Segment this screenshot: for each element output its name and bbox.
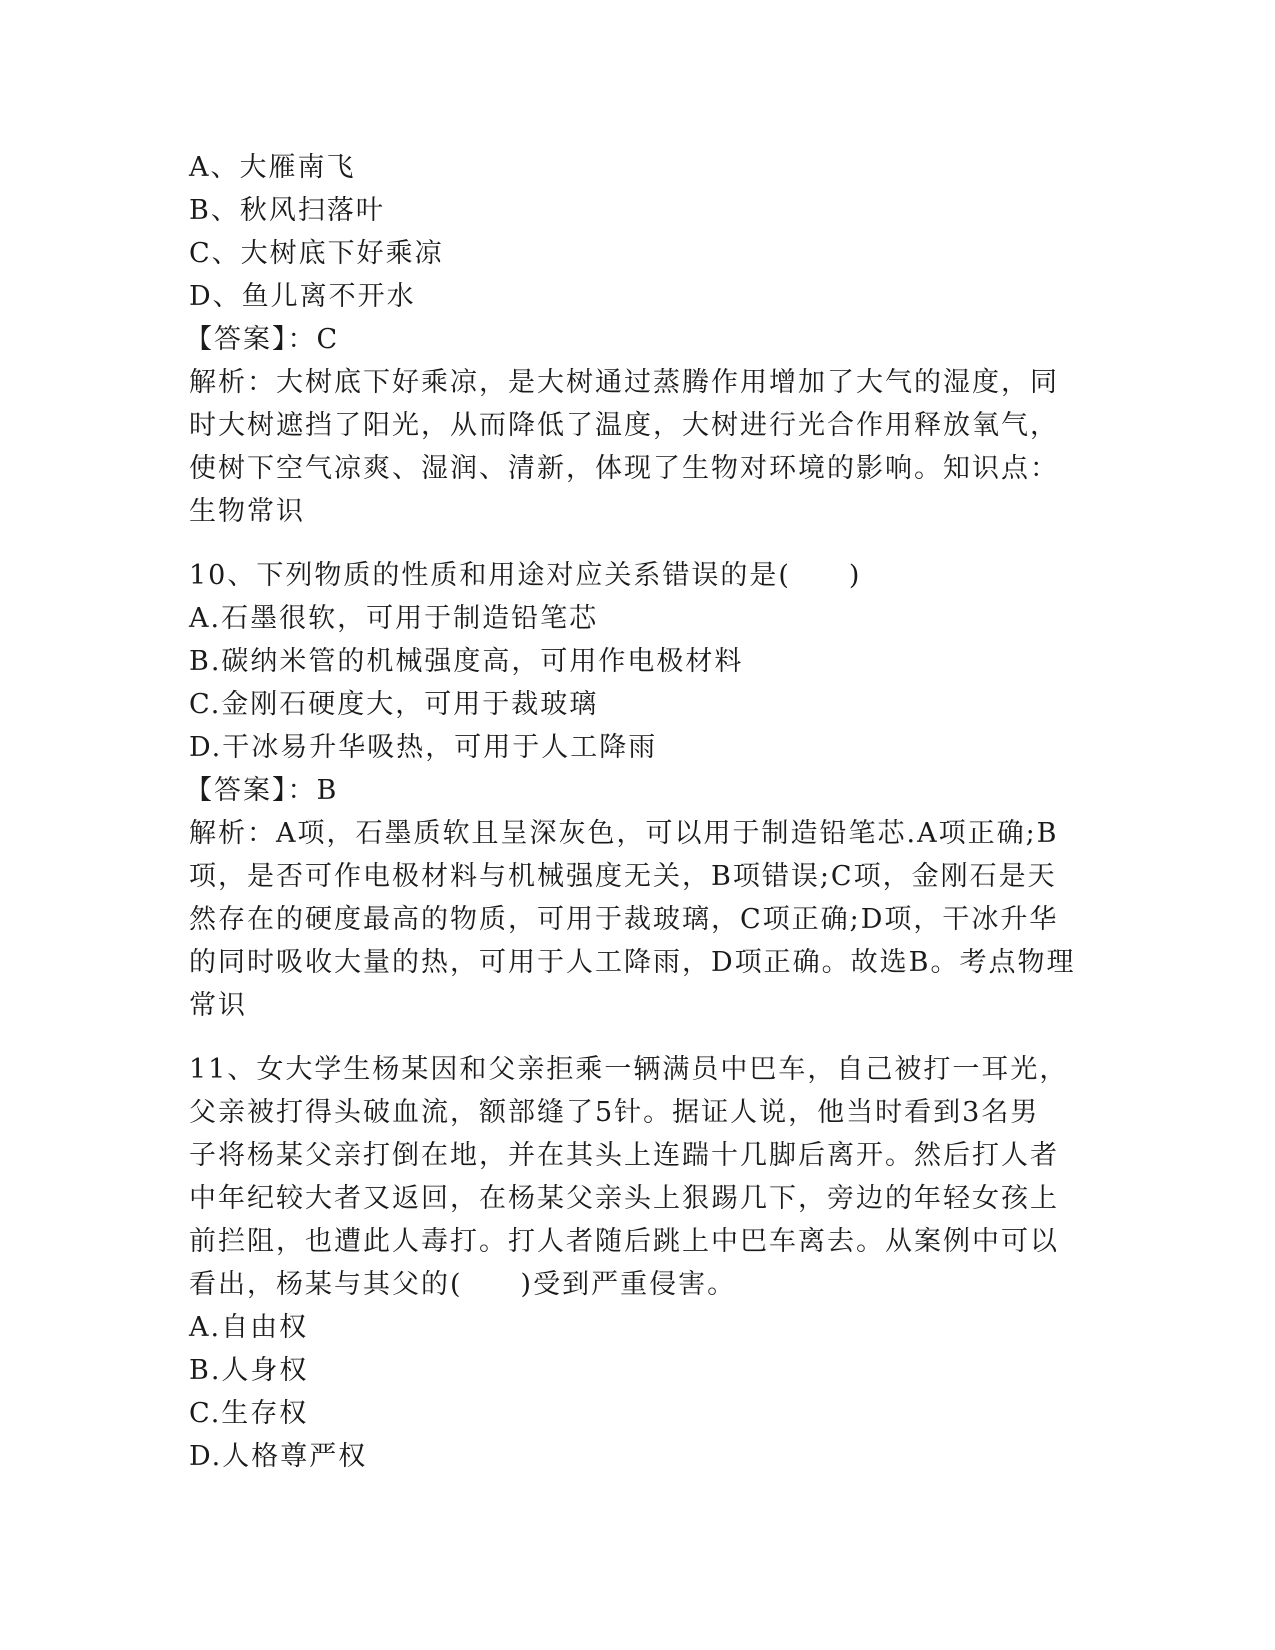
- q10-option-c: C.金刚石硬度大，可用于裁玻璃: [189, 689, 599, 720]
- q11-option-c: C.生存权: [189, 1398, 309, 1429]
- q11-question-line: 中年纪较大者又返回，在杨某父亲头上狠踢几下，旁边的年轻女孩上: [189, 1183, 1059, 1214]
- q9-answer: 【答案】：C: [185, 324, 340, 355]
- q11-question-line: 11、女大学生杨某因和父亲拒乘一辆满员中巴车，自己被打一耳光，: [189, 1054, 1069, 1085]
- q11-question-line: 前拦阻，也遭此人毒打。打人者随后跳上中巴车离去。从案例中可以: [189, 1226, 1059, 1257]
- q9-option-b: B、秋风扫落叶: [189, 195, 385, 226]
- q9-explanation-line: 使树下空气凉爽、湿润、清新，体现了生物对环境的影响。知识点：: [189, 453, 1059, 484]
- q9-option-c: C、大树底下好乘凉: [189, 238, 444, 269]
- q10-option-a: A.石墨很软，可用于制造铅笔芯: [189, 603, 599, 634]
- q10-explanation-line: 然存在的硬度最高的物质，可用于裁玻璃，C项正确;D项，干冰升华: [189, 904, 1059, 935]
- q10-option-d: D.干冰易升华吸热，可用于人工降雨: [189, 732, 658, 763]
- q10-question-text: 10、下列物质的性质和用途对应关系错误的是( ): [189, 560, 862, 591]
- spacer: [189, 533, 1089, 554]
- document-content: [185, 146, 1089, 1478]
- q10-explanation-line: 项，是否可作电极材料与机械强度无关，B项错误;C项，金刚石是天: [189, 861, 1057, 892]
- q9-explanation-line: 解析：大树底下好乘凉，是大树通过蒸腾作用增加了大气的湿度，同: [189, 367, 1059, 398]
- q11-question-line: 看出，杨某与其父的( )受到严重侵害。: [189, 1269, 737, 1300]
- question-10-block: [185, 554, 1089, 1027]
- q11-question-line: 父亲被打得头破血流，额部缝了5针。据证人说，他当时看到3名男: [189, 1097, 1040, 1128]
- q9-option-d: D、鱼儿离不开水: [189, 281, 416, 312]
- q11-option-d: D.人格尊严权: [189, 1441, 368, 1472]
- q10-explanation-line: 的同时吸收大量的热，可用于人工降雨，D项正确。故选B。考点物理: [189, 947, 1076, 978]
- q10-answer: 【答案】：B: [185, 775, 339, 806]
- q11-option-a: A.自由权: [189, 1312, 309, 1343]
- q9-explanation-line: 时大树遮挡了阳光，从而降低了温度，大树进行光合作用释放氧气，: [189, 410, 1059, 441]
- question-9-block: [185, 146, 1089, 533]
- q11-question-line: 子将杨某父亲打倒在地，并在其头上连踹十几脚后离开。然后打人者: [189, 1140, 1059, 1171]
- q9-option-a: A、大雁南飞: [189, 152, 356, 183]
- spacer: [189, 1027, 1089, 1048]
- q11-option-b: B.人身权: [189, 1355, 309, 1386]
- q10-explanation-line: 常识: [189, 990, 247, 1021]
- q10-explanation-line: 解析：A项，石墨质软且呈深灰色，可以用于制造铅笔芯.A项正确;B: [189, 818, 1059, 849]
- q10-option-b: B.碳纳米管的机械强度高，可用作电极材料: [189, 646, 744, 677]
- q9-explanation-line: 生物常识: [189, 496, 305, 527]
- question-11-block: [189, 1048, 1089, 1478]
